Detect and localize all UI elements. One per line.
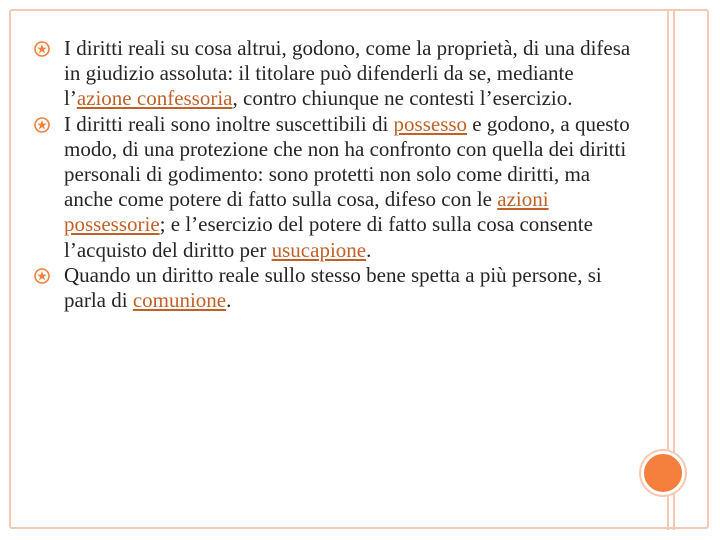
link-usucapione[interactable]: usucapione — [271, 237, 367, 262]
link-possesso[interactable]: possesso — [393, 111, 468, 136]
decorative-circle — [641, 451, 685, 495]
item-text: Quando un diritto reale sullo stesso bene spetta a più persone, si parla di — [64, 262, 602, 313]
item-text: . — [366, 237, 372, 262]
star-circle-icon — [34, 41, 50, 57]
list-item — [34, 263, 634, 313]
side-rail-right — [673, 10, 675, 530]
item-text: e godono, a questo modo, di una protezione che non ha confronto con quella dei diritti personali di godimento: sono protetti non solo come diritti, ma anche come potere di fatto sulla cosa, difeso con le — [64, 111, 630, 212]
star-circle-icon — [34, 268, 50, 284]
item-text: . — [226, 288, 232, 313]
list-item — [34, 112, 634, 263]
link-comunione[interactable]: comunione — [132, 288, 227, 313]
item-text: I diritti reali su cosa altrui, godono, come la proprietà, di una difesa in giudizio assoluta: il titolare può difenderli da se, mediante l’ — [64, 36, 631, 111]
list-item — [34, 36, 634, 112]
item-text: ; e l’esercizio del potere di fatto sulla cosa consente l’acquisto del diritto per — [64, 212, 593, 262]
bullet-list — [34, 36, 634, 313]
item-text: , contro chiunque ne contesti l’esercizio. — [232, 86, 573, 111]
item-text: I diritti reali sono inoltre suscettibili di — [64, 111, 394, 136]
link-azioni-possessorie[interactable]: azioni possessorie — [64, 187, 549, 237]
star-circle-icon — [34, 117, 50, 133]
link-azione-confessoria[interactable]: azione confessoria — [76, 86, 233, 111]
